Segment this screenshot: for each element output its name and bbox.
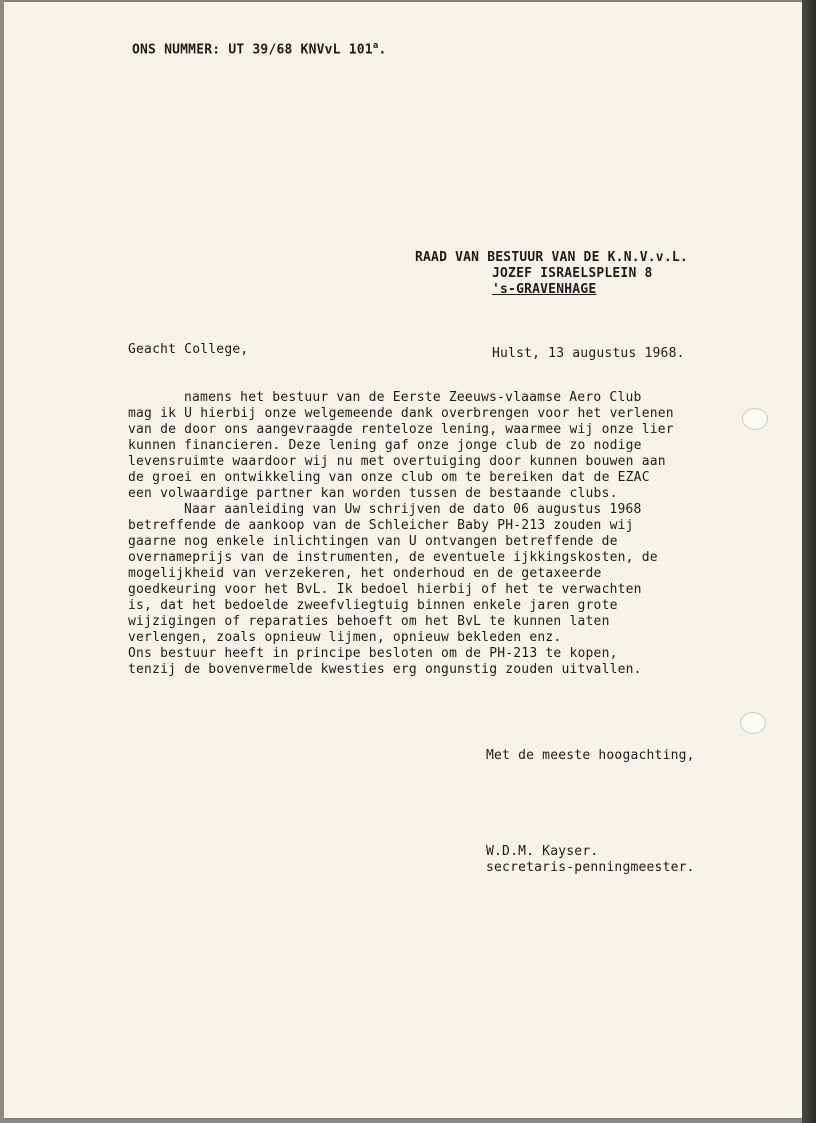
reference-number [132, 38, 386, 58]
body-line: een volwaardige partner kan worden tussen de bestaande clubs. [128, 486, 618, 501]
body-line: wijzigingen of reparaties behoeft om het BvL te kunnen laten [128, 614, 610, 629]
place-date: Hulst, 13 augustus 1968. [492, 346, 685, 361]
body-line: de groei en ontwikkeling van onze club om te bereiken dat de EZAC [128, 470, 650, 485]
letter-page [4, 2, 802, 1118]
body-line: van de door ons aangevraagde renteloze lening, waarmee wij onze lier [128, 422, 674, 437]
punch-hole-top [742, 408, 768, 430]
body-line: tenzij de bovenvermelde kwesties erg ongunstig zouden uitvallen. [128, 662, 642, 677]
body-line: Ons bestuur heeft in principe besloten om de PH-213 te kopen, [128, 646, 618, 661]
closing-phrase: Met de meeste hoogachting, [486, 748, 695, 763]
body-line: namens het bestuur van de Eerste Zeeuws-vlaamse Aero Club [184, 390, 642, 405]
addressee-line-3: 's-GRAVENHAGE [492, 282, 597, 297]
reference-superscript: a [372, 41, 379, 51]
signatory-name: W.D.M. Kayser. [486, 844, 599, 859]
body-line: verlengen, zoals opnieuw lijmen, opnieuw bekleden enz. [128, 630, 562, 645]
addressee-line-2: JOZEF ISRAELSPLEIN 8 [492, 266, 653, 281]
body-line: betreffende de aankoop van de Schleicher Baby PH-213 zouden wij [128, 518, 634, 533]
body-line: gaarne nog enkele inlichtingen van U ontvangen betreffende de [128, 534, 618, 549]
signatory-title: secretaris-penningmeester. [486, 860, 695, 875]
body-line: mogelijkheid van verzekeren, het onderhoud en de getaxeerde [128, 566, 602, 581]
reference-label: ONS NUMMER: UT 39/68 KNVvL 101 [132, 42, 373, 58]
body-line: levensruimte waardoor wij nu met overtuiging door kunnen bouwen aan [128, 454, 666, 469]
punch-hole-bottom [740, 712, 766, 734]
body-line: overnameprijs van de instrumenten, de eventuele ijkkingskosten, de [128, 550, 658, 565]
addressee-line-1: RAAD VAN BESTUUR VAN DE K.N.V.v.L. [415, 250, 688, 265]
body-line: mag ik U hierbij onze welgemeende dank overbrengen voor het verlenen [128, 406, 674, 421]
scan-edge [802, 0, 816, 1123]
salutation: Geacht College, [128, 342, 249, 357]
body-line: is, dat het bedoelde zweefvliegtuig binnen enkele jaren grote [128, 598, 618, 613]
body-line: kunnen financieren. Deze lening gaf onze jonge club de zo nodige [128, 438, 642, 453]
reference-end: . [378, 42, 387, 58]
body-line: Naar aanleiding van Uw schrijven de dato 06 augustus 1968 [184, 502, 642, 517]
body-line: goedkeuring voor het BvL. Ik bedoel hierbij of het te verwachten [128, 582, 642, 597]
